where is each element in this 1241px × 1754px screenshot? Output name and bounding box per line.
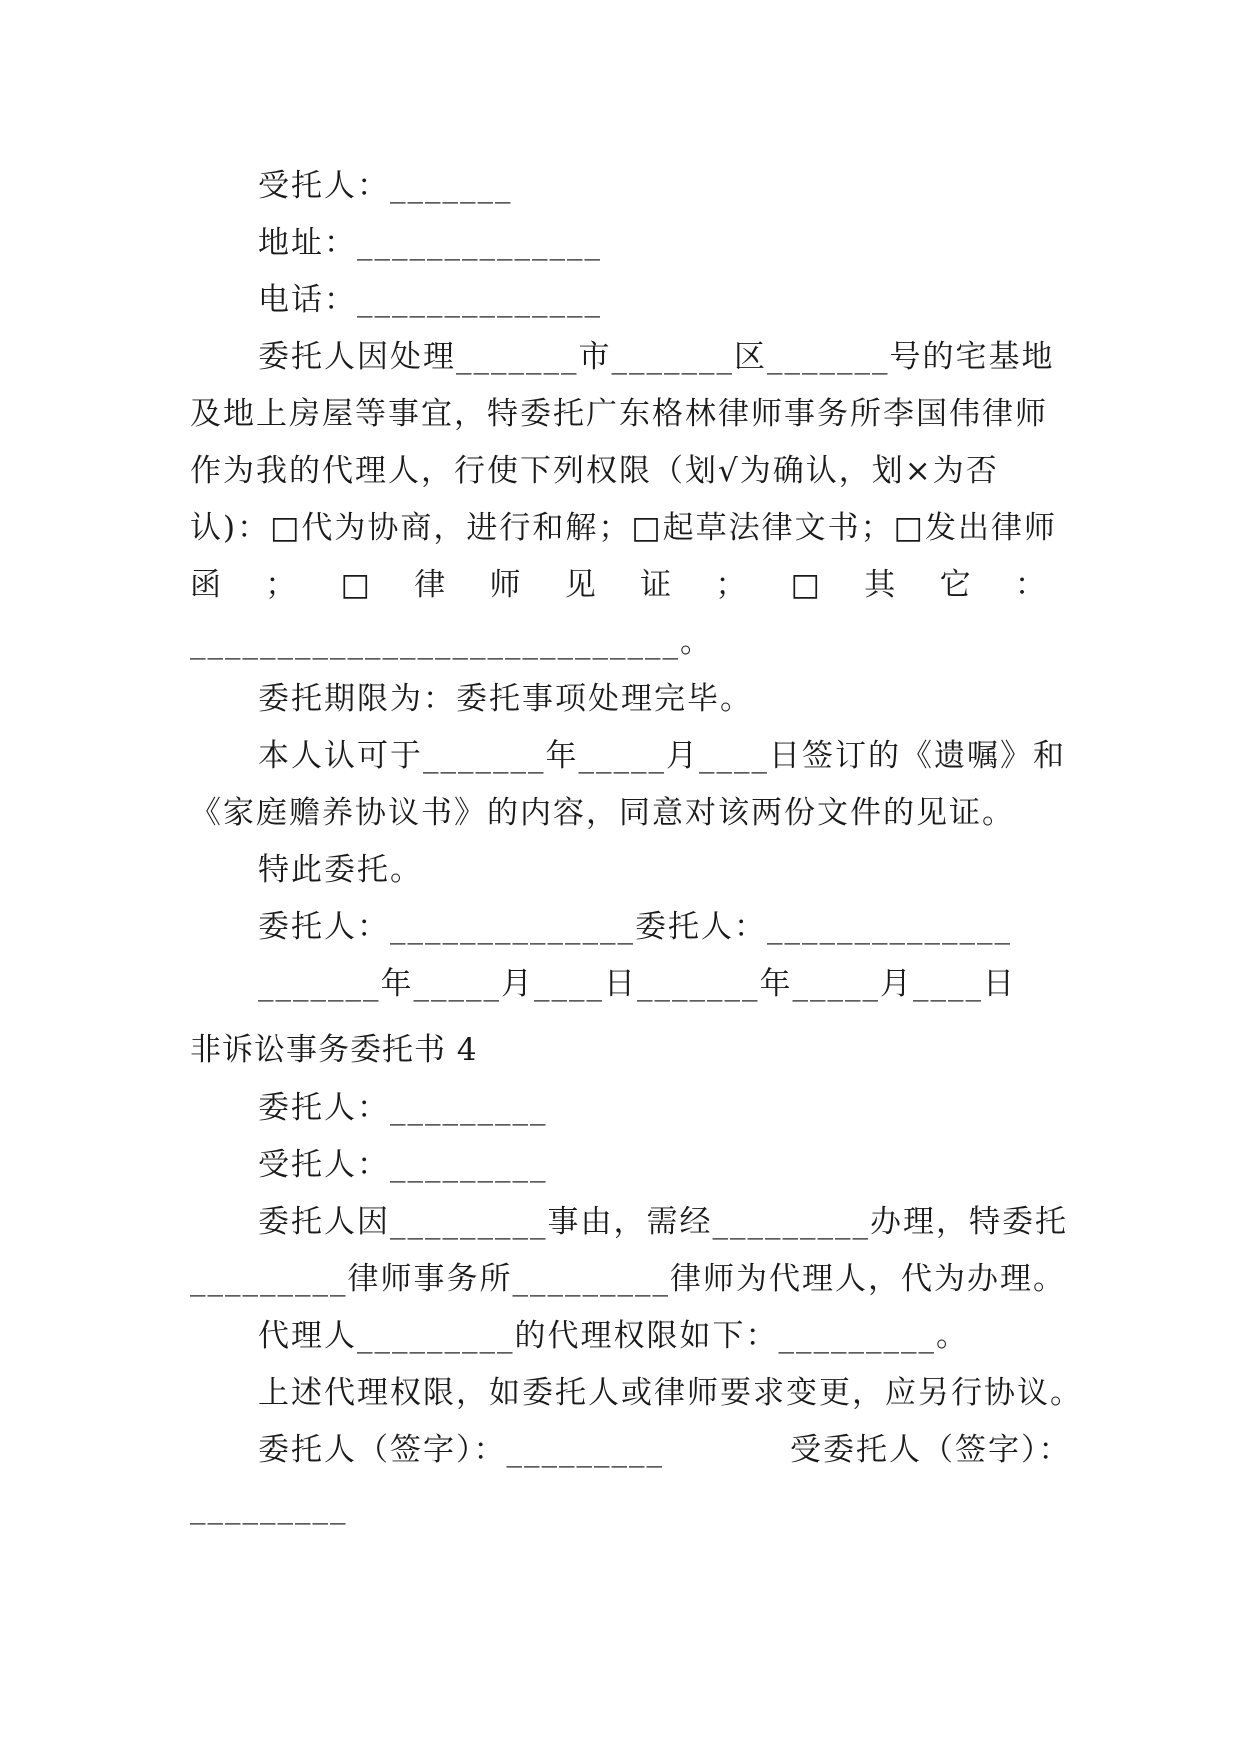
paragraph-line: 上述代理权限，如委托人或律师要求变更，应另行协议。 (258, 1375, 1083, 1411)
trustee-line: 受托人：_______ (258, 168, 513, 204)
spread-char: 见 (564, 567, 598, 603)
spread-char: 律 (414, 567, 448, 603)
paragraph-line: 委托人因处理_______市_______区_______号的宅基地 (258, 339, 1055, 375)
paragraph-line: 《家庭赡养协议书》的内容，同意对该两份文件的见证。 (190, 795, 1015, 831)
principal-signature: 委托人（签字）：_________ (258, 1432, 664, 1468)
paragraph-line: 认)：□代为协商，进行和解；□起草法律文书；□发出律师 (190, 510, 1057, 546)
signature-line: 委托人：______________委托人：______________ (258, 909, 1012, 945)
principal-line: 委托人：_________ (258, 1090, 548, 1126)
checkbox-char: □ (790, 567, 822, 603)
paragraph-line: _________律师事务所_________律师为代理人，代为办理。 (190, 1261, 1066, 1297)
paragraph-line: 及地上房屋等事宜，特委托广东格林律师事务所李国伟律师 (190, 396, 1048, 432)
trustee-line: 受托人：_________ (258, 1147, 548, 1183)
spread-char: 证 (640, 567, 674, 603)
agent-signature-label: 受委托人（签字）： (790, 1432, 1072, 1468)
scope-line: 代理人_________的代理权限如下：_________。 (258, 1318, 969, 1354)
checkbox-char: □ (340, 567, 372, 603)
paragraph-line: 本人认可于_______年_____月____日签订的《遗嘱》和 (258, 738, 1066, 774)
phone-line: 电话：______________ (258, 282, 602, 318)
paragraph-line: 委托人因_________事由，需经_________办理，特委托 (258, 1204, 1068, 1240)
spread-char: 它 (939, 567, 973, 603)
spread-char: 函 (190, 567, 223, 603)
spread-char: ： (1014, 567, 1048, 603)
date-line: _______年_____月____日_______年_____月____日 (258, 966, 1016, 1002)
blank-line: ____________________________。 (190, 624, 713, 660)
spread-line (190, 565, 1048, 605)
spread-char: ； (715, 567, 749, 603)
section-heading: 非诉讼事务委托书 4 (190, 1032, 478, 1068)
closing-line: 特此委托。 (258, 852, 423, 888)
spread-char: 其 (864, 567, 898, 603)
agent-signature-blank: _________ (190, 1489, 348, 1525)
spread-char: ； (265, 567, 299, 603)
address-line: 地址：______________ (258, 225, 602, 261)
paragraph-line: 作为我的代理人，行使下列权限（划√为确认，划×为否 (190, 453, 999, 489)
term-line: 委托期限为：委托事项处理完毕。 (258, 681, 753, 717)
spread-char: 师 (489, 567, 523, 603)
